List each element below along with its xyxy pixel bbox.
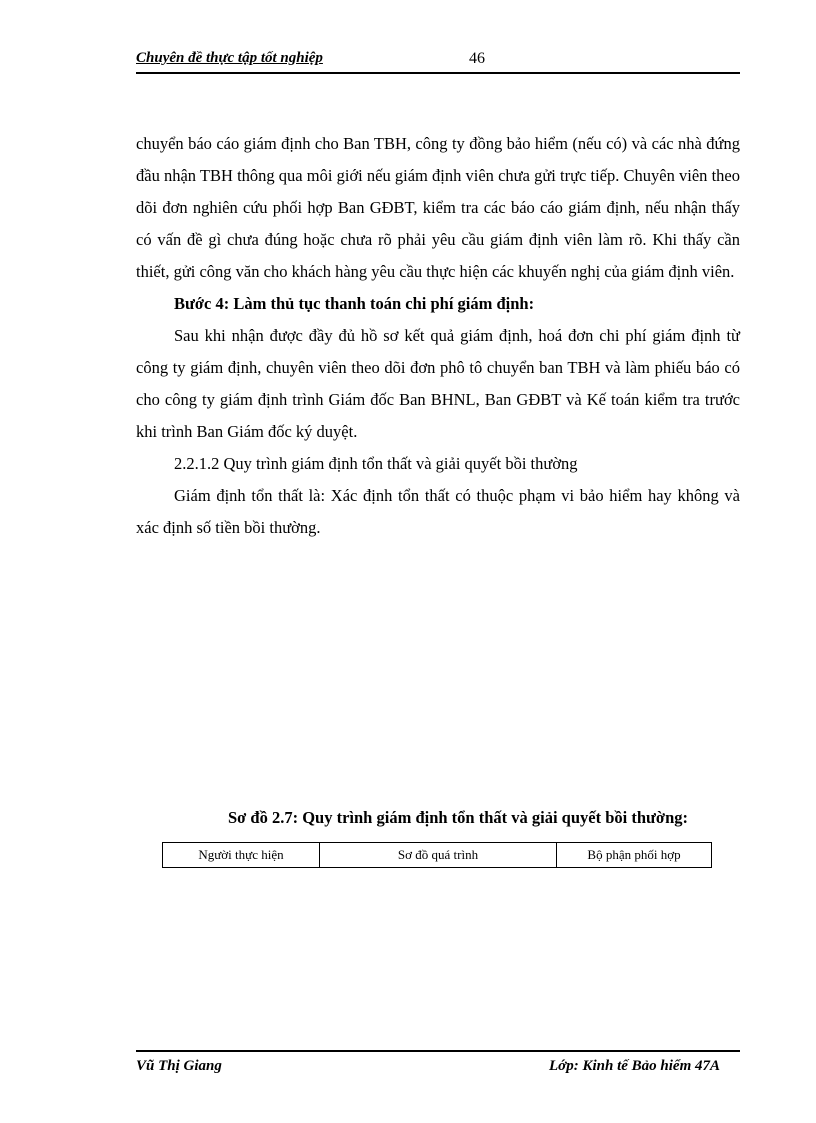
table-row bbox=[163, 843, 712, 868]
footer-class: Lớp: Kinh tế Bảo hiểm 47A bbox=[549, 1058, 720, 1074]
process-table-header bbox=[162, 842, 712, 868]
page-header bbox=[136, 50, 740, 74]
page-number: 46 bbox=[469, 50, 485, 67]
column-coordinating-unit: Bộ phận phối hợp bbox=[557, 843, 712, 868]
column-process-diagram: Sơ đồ quá trình bbox=[320, 843, 557, 868]
body-text bbox=[136, 128, 740, 544]
section-heading: 2.2.1.2 Quy trình giám định tổn thất và giải quyết bồi thường bbox=[174, 454, 578, 473]
footer-author: Vũ Thị Giang bbox=[136, 1058, 222, 1074]
paragraph-2: Sau khi nhận được đầy đủ hồ sơ kết quả giám định, hoá đơn chi phí giám định từ công ty giám định, chuyên viên theo dõi đơn phô tô chuyển ban TBH và làm phiếu báo có cho công ty giám định trình Giám đốc Ban BHNL, Ban GĐBT và Kế toán kiểm tra trước khi trình Ban Giám đốc ký duyệt. bbox=[136, 326, 740, 441]
paragraph-3: Giám định tổn thất là: Xác định tổn thất có thuộc phạm vi bảo hiểm hay không và xác định số tiền bồi thường. bbox=[136, 486, 740, 537]
column-performer: Người thực hiện bbox=[163, 843, 320, 868]
paragraph-1: chuyển báo cáo giám định cho Ban TBH, công ty đồng bảo hiểm (nếu có) và các nhà đứng đầu nhận TBH thông qua môi giới nếu giám định viên chưa gửi trực tiếp. Chuyên viên theo dõi đơn nghiên cứu phối hợp Ban GĐBT, kiểm tra các báo cáo giám định, nếu nhận thấy có vấn đề gì chưa đúng hoặc chưa rõ phải yêu cầu giám định viên làm rõ. Khi thấy cần thiết, gửi công văn cho khách hàng yêu cầu thực hiện các khuyến nghị của giám định viên. bbox=[136, 134, 740, 281]
header-title: Chuyên đề thực tập tốt nghiệp bbox=[136, 50, 323, 66]
page-footer bbox=[136, 1050, 740, 1080]
step-4-heading: Bước 4: Làm thủ tục thanh toán chi phí giám định: bbox=[174, 294, 535, 313]
diagram-title: Sơ đồ 2.7: Quy trình giám định tổn thất và giải quyết bồi thường: bbox=[227, 808, 688, 827]
